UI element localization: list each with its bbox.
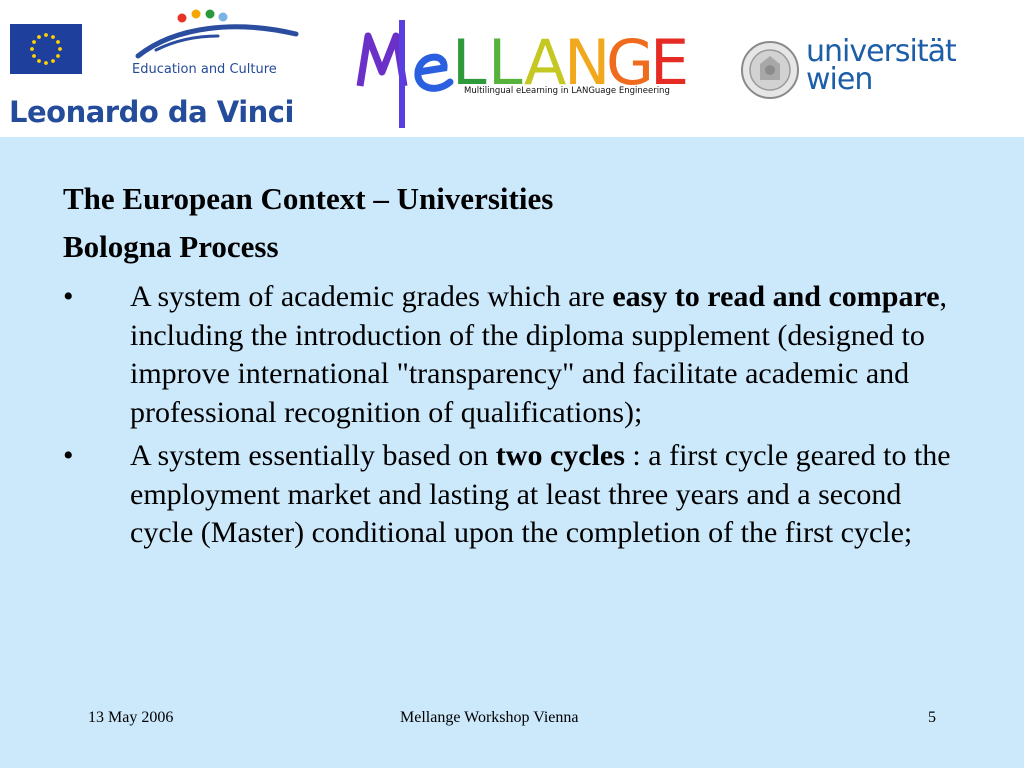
svg-text:L: L (488, 26, 523, 99)
slide-header (0, 0, 1024, 137)
bullet-marker: • (63, 280, 74, 313)
leonardo-da-vinci-logo-text: Leonardo da Vinci (9, 95, 294, 129)
bullet-text: A system of academic grades which are (130, 280, 613, 313)
svg-text:E: E (650, 26, 690, 99)
bullet-text: A system essentially based on (130, 439, 496, 472)
university-name-line1: universität (806, 34, 956, 69)
university-name-line2: wien (806, 62, 873, 97)
education-culture-label: Education and Culture (132, 62, 277, 77)
svg-text:L: L (452, 26, 487, 99)
bullet-text: , including the introduction of the diploma supplement (designed to improve international "transparency" and facilitate academic and professional recognition of qualifications); (130, 280, 948, 429)
svg-text:G: G (606, 26, 655, 99)
bullet-emphasis: easy to read and compare (612, 280, 940, 313)
university-seal-icon (740, 40, 800, 100)
svg-text:A: A (524, 26, 567, 99)
footer-event: Mellange Workshop Vienna (400, 709, 579, 726)
bullet-text: : a first cycle geared to the employment market and lasting at least three years and a second cycle (Master) conditional upon the completion of the first cycle; (130, 439, 951, 549)
bullet-item (63, 278, 963, 432)
mellange-subtitle: Multilingual eLearning in LANGuage Engineering (464, 86, 670, 96)
mellange-logo-icon (356, 14, 696, 132)
slide-subtitle: Bologna Process (63, 229, 279, 264)
footer-date: 13 May 2006 (88, 709, 174, 726)
slide-title: The European Context – Universities (63, 181, 554, 216)
eu-flag-icon (10, 24, 82, 74)
bullet-emphasis: two cycles (495, 439, 625, 472)
svg-text:N: N (564, 26, 611, 99)
slide-number: 5 (928, 709, 936, 726)
bullet-list (63, 278, 963, 558)
bullet-marker: • (63, 439, 74, 472)
bullet-item (63, 437, 963, 553)
